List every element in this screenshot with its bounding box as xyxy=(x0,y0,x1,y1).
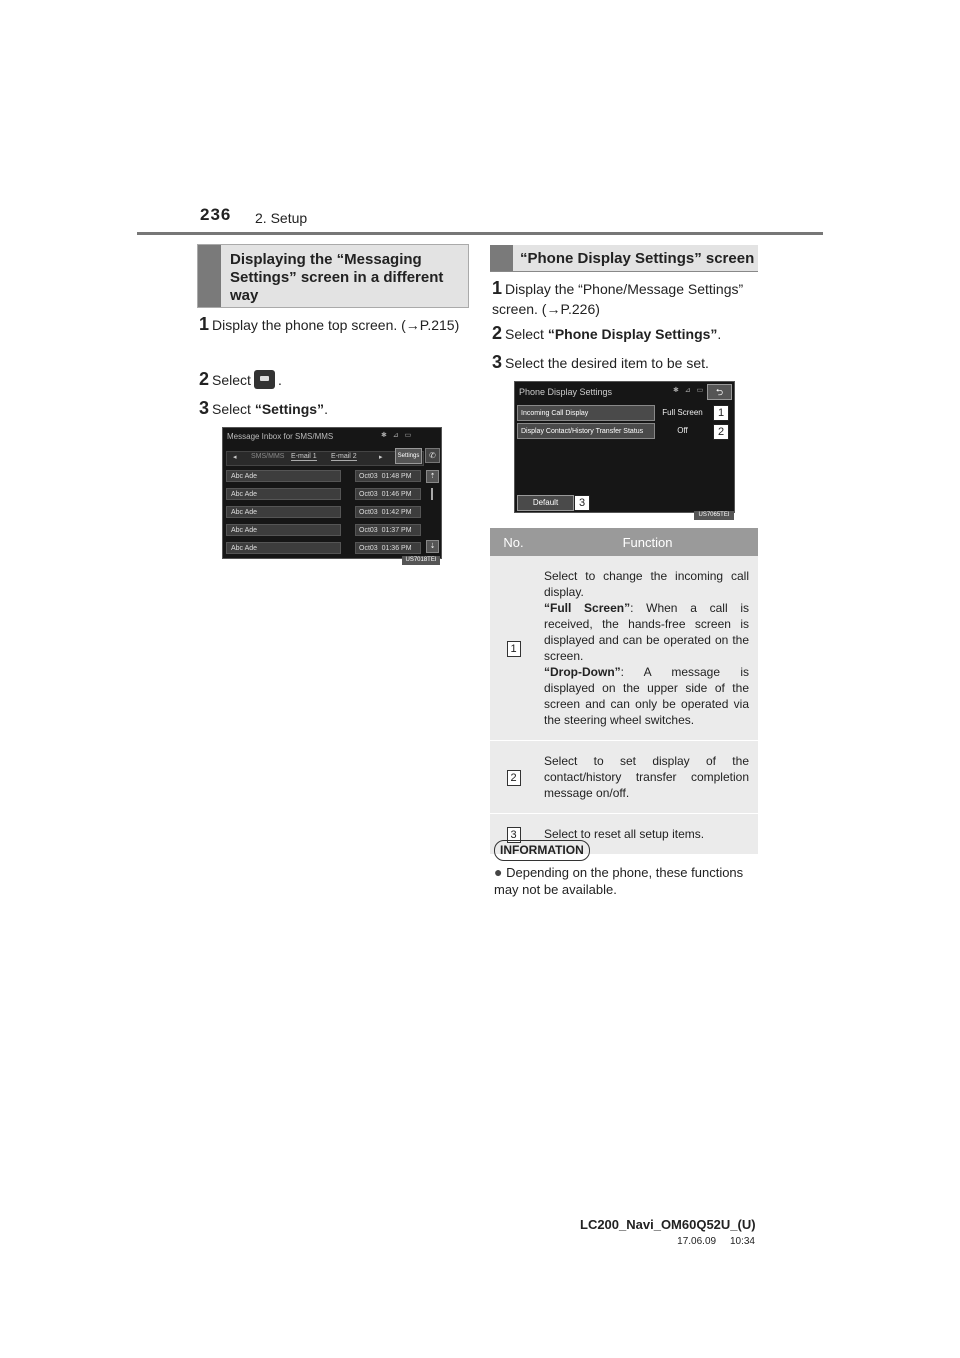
tab-email-2[interactable]: E-mail 2 xyxy=(331,453,357,460)
table-cell-function: Select to reset all setup items. xyxy=(537,814,758,855)
item-number: 1 xyxy=(507,641,521,657)
message-row-sender[interactable]: Abc Ade xyxy=(226,506,341,518)
message-row-date[interactable] xyxy=(355,506,421,518)
tab-email-1[interactable]: E-mail 1 xyxy=(291,453,317,460)
tab-sms-mms[interactable]: SMS/MMS xyxy=(251,453,285,460)
incoming-call-display-button[interactable]: Incoming Call Display xyxy=(517,405,655,421)
tab-next-icon[interactable]: ▸ xyxy=(379,454,383,461)
scroll-down-icon[interactable]: ⇣ xyxy=(426,540,439,553)
document-id: LC200_Navi_OM60Q52U_(U) xyxy=(580,1217,756,1232)
right-section-heading-box xyxy=(490,245,758,271)
step-text-end: . xyxy=(717,326,722,342)
back-icon[interactable]: ⮌ xyxy=(707,384,732,400)
contact-history-transfer-button[interactable]: Display Contact/History Transfer Status xyxy=(517,423,655,439)
tab-prev-icon[interactable]: ◂ xyxy=(233,454,237,461)
callout-3: 3 xyxy=(574,495,590,511)
left-section-heading-box xyxy=(197,244,469,308)
message-row-sender[interactable]: Abc Ade xyxy=(226,542,341,554)
message-row-date[interactable] xyxy=(355,524,421,536)
table-row xyxy=(490,556,758,741)
default-button[interactable]: Default xyxy=(517,495,574,511)
message-row-date[interactable] xyxy=(355,542,421,554)
table-cell-function: Select to set display of the contact/history transfer completion message on/off. xyxy=(537,741,758,814)
right-step-1 xyxy=(492,278,762,319)
screen-title: Message Inbox for SMS/MMS xyxy=(227,432,334,441)
time: 01:42 PM xyxy=(381,509,412,516)
item-number: 2 xyxy=(507,770,521,786)
message-row-sender[interactable]: Abc Ade xyxy=(226,524,341,536)
figure-code: US7018TEI xyxy=(402,556,440,565)
message-icon xyxy=(254,370,275,389)
bullet-icon: ● xyxy=(494,864,503,880)
function-text: Select to change the incoming call display. xyxy=(544,569,749,599)
left-section-heading: Displaying the “Messaging Settings” screen in a different way xyxy=(230,251,444,304)
message-row-sender[interactable]: Abc Ade xyxy=(226,470,341,482)
step-number: 1 xyxy=(199,314,210,334)
incoming-call-display-value: Full Screen xyxy=(662,408,703,417)
heading-rule xyxy=(490,271,758,272)
function-text: “Drop-Down”: A message is displayed on the upper side of the screen and can only be operated via the steering wheel switches. xyxy=(544,665,749,727)
function-text: “Full Screen”: When a call is received, the hands-free screen is displayed and can be operated on the screen. xyxy=(544,601,749,663)
phone-display-settings-screenshot xyxy=(514,381,735,513)
timestamp: 17.06.09 10:34 xyxy=(677,1236,755,1247)
date: Oct03 xyxy=(359,491,378,498)
step-text: Display the “Phone/Message Settings” screen. (→P.226) xyxy=(492,281,744,317)
section-title: 2. Setup xyxy=(255,210,308,226)
table-cell-no xyxy=(490,741,537,814)
right-step-3 xyxy=(492,352,709,373)
contact-history-transfer-value: Off xyxy=(677,426,688,435)
header-function: Function xyxy=(537,528,758,556)
scrollbar[interactable] xyxy=(431,488,433,500)
right-section-heading: “Phone Display Settings” screen xyxy=(520,250,755,267)
callout-2: 2 xyxy=(713,424,729,440)
date: Oct03 xyxy=(359,545,378,552)
header-rule xyxy=(137,232,823,235)
left-step-2 xyxy=(199,369,282,390)
settings-label-bold: “Settings” xyxy=(254,401,325,417)
screen-title: Phone Display Settings xyxy=(519,387,613,397)
step-text: Display the phone top screen. (→P.215) xyxy=(212,317,460,333)
message-row-date[interactable] xyxy=(355,488,421,500)
information-label: INFORMATION xyxy=(494,840,590,861)
step-number: 1 xyxy=(492,278,503,298)
drop-down-bold: “Drop-Down” xyxy=(544,665,621,679)
step-text: Select xyxy=(212,401,255,417)
left-step-1 xyxy=(199,314,467,335)
information-text xyxy=(494,864,760,898)
date: Oct03 xyxy=(359,473,378,480)
table-row xyxy=(490,741,758,814)
step-text-end: . xyxy=(324,401,328,417)
step-number: 3 xyxy=(492,352,503,372)
heading-bar xyxy=(198,245,221,307)
item-number: 3 xyxy=(507,827,521,843)
function-table xyxy=(490,528,758,855)
step-number: 2 xyxy=(199,369,210,389)
step-text-end: . xyxy=(277,372,282,388)
step-text: Select xyxy=(505,326,548,342)
time: 01:48 PM xyxy=(381,473,412,480)
information-body: Depending on the phone, these functions may not be available. xyxy=(494,865,744,897)
table-cell-no xyxy=(490,556,537,741)
figure-code: US7065TEI xyxy=(694,511,734,520)
page-number: 236 xyxy=(200,205,232,224)
callout-1: 1 xyxy=(713,405,729,421)
time: 01:36 PM xyxy=(381,545,412,552)
time: 01:46 PM xyxy=(381,491,412,498)
date: Oct03 xyxy=(359,527,378,534)
table-header-row xyxy=(490,528,758,556)
message-inbox-screenshot xyxy=(222,427,442,559)
step-text: Select the desired item to be set. xyxy=(505,355,709,371)
phone-icon[interactable]: ✆ xyxy=(425,448,440,463)
scroll-up-icon[interactable]: ⇡ xyxy=(426,470,439,483)
time: 01:37 PM xyxy=(381,527,412,534)
settings-button[interactable]: Settings xyxy=(395,448,422,464)
header-no: No. xyxy=(490,528,537,556)
message-row-date[interactable] xyxy=(355,470,421,482)
step-text: Select xyxy=(212,372,251,388)
date: Oct03 xyxy=(359,509,378,516)
heading-bar xyxy=(490,245,513,271)
full-screen-bold: “Full Screen” xyxy=(544,601,631,615)
table-cell-function xyxy=(537,556,758,741)
step-number: 3 xyxy=(199,398,210,418)
status-icons: ✱ ⊿ ▭ xyxy=(381,432,414,439)
phone-display-settings-bold: “Phone Display Settings” xyxy=(547,326,718,342)
left-step-3 xyxy=(199,398,328,419)
step-number: 2 xyxy=(492,323,503,343)
right-step-2 xyxy=(492,323,721,344)
status-icons: ✱ ⊿ ▭ xyxy=(673,387,706,394)
message-row-sender[interactable]: Abc Ade xyxy=(226,488,341,500)
